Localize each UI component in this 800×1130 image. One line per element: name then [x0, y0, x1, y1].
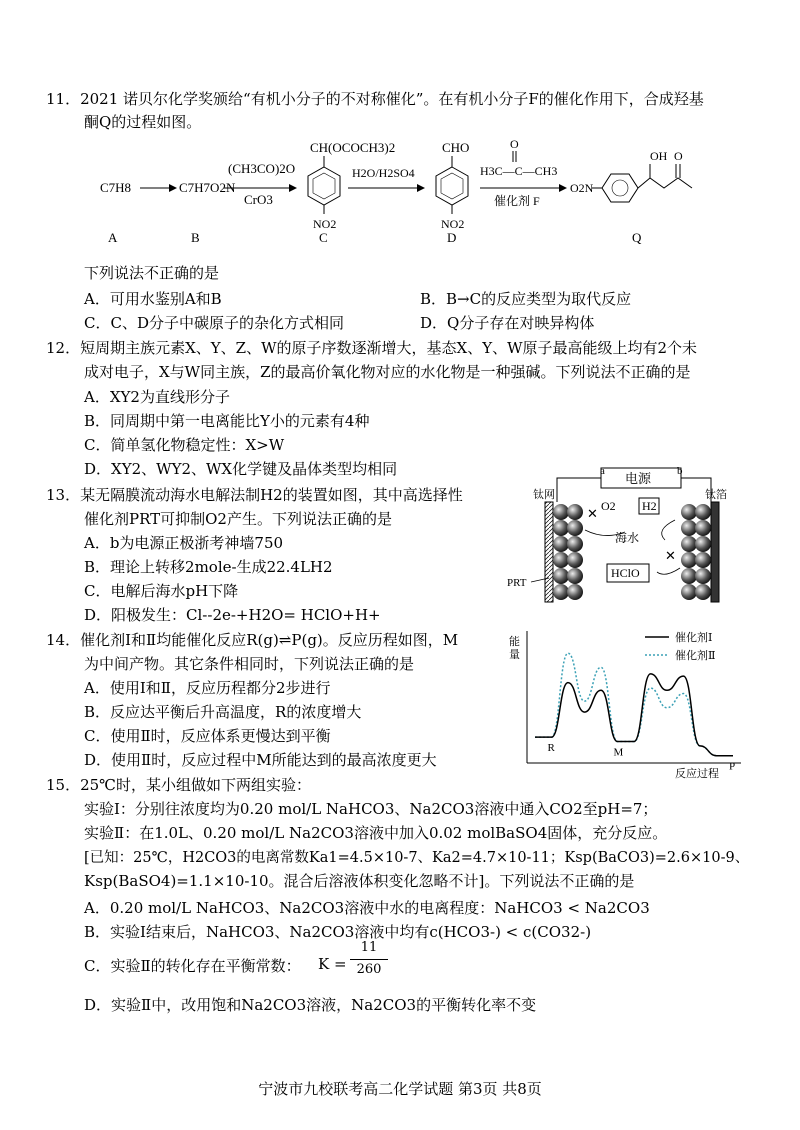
x-axis-label: 反应过程 [675, 768, 719, 780]
q11-stem-line2: 酮Q的过程如图。 [84, 113, 202, 131]
q15-option-c-k: K = [318, 955, 347, 973]
q13-option-a: A．b为电源正极浙考神墙750 [84, 534, 284, 552]
label-D: D [447, 230, 457, 245]
q13-option-c: C．电解后海水pH下降 [84, 582, 239, 600]
point-label-R: R [547, 742, 555, 755]
legend-label-2: 催化剂Ⅱ [675, 650, 716, 662]
q11-stem-line1: 11．2021 诺贝尔化学奖颁给“有机小分子的不对称催化”。在有机小分子F的催化作用下，合成羟基 [46, 90, 704, 108]
prt-label: PRT [507, 577, 527, 589]
q12-stem-line1: 12．短周期主族元素X、Y、Z、W的原子序数逐渐增大，基态X、Y、W原子最高能级上均有2个未 [46, 339, 698, 357]
reagent3-bottom: 催化剂 F [494, 194, 540, 208]
q15-fraction-denominator: 260 [356, 962, 382, 977]
terminal-b: b [677, 465, 683, 477]
q13-stem-line2: 催化剂PRT可抑制O2产生。下列说法正确的是 [84, 510, 392, 528]
reagent1-top: (CH3CO)2O [228, 161, 296, 176]
Q-OH: OH [650, 149, 668, 163]
right-electrode-plate [711, 502, 719, 602]
label-Q: Q [632, 230, 642, 245]
y-axis-label-bound: 能量 [505, 625, 507, 626]
Q-ketone-O: O [674, 149, 683, 163]
power-label: 电源 [625, 471, 652, 486]
titanium-foil-label: 钛箔 [705, 489, 727, 501]
h2-label: H2 [642, 499, 657, 513]
Q-benzene-ring [602, 174, 638, 202]
D-nitro: NO2 [441, 217, 465, 231]
reagent3-top: H3C—C—CH3 [480, 164, 558, 178]
label-B: B [191, 230, 200, 245]
series-catalyst-2 [535, 653, 733, 756]
label-C: C [319, 230, 328, 245]
o2-label: O2 [601, 499, 616, 513]
q11-option-a: A．可用水鉴别A和B [84, 290, 222, 308]
q13-option-b: B．理论上转移2mole-生成22.4LH2 [84, 558, 333, 576]
left-electrode-plate [545, 502, 553, 602]
q12-option-a: A．XY2为直线形分子 [84, 388, 230, 406]
Q-nitro: O2N [570, 181, 594, 195]
reagent3-O: O [510, 137, 519, 151]
blocked-hclo-cross: ✕ [665, 548, 676, 563]
q15-fraction-bar [350, 959, 388, 960]
titanium-mesh-label: 钛网 [533, 489, 555, 501]
q11-option-c: C．C、D分子中碳原子的杂化方式相同 [84, 314, 344, 332]
q14-option-d: D．使用Ⅱ时，反应过程中M所能达到的最高浓度更大 [84, 751, 437, 769]
y-axis-label-2: 量 [509, 649, 520, 661]
legend-label-1: 催化剂Ⅰ [675, 632, 713, 644]
q12-option-b: B．同周期中第一电离能比Y小的元素有4种 [84, 412, 370, 430]
C-group: CH(OCOCH3)2 [310, 140, 396, 155]
q15-stem: 15．25℃时，某小组做如下两组实验： [46, 776, 311, 794]
page-footer: 宁波市九校联考高二化学试题 第3页 共8页 [258, 1080, 542, 1098]
q15-exp2: 实验Ⅱ：在1.0L、0.20 mol/L Na2CO3溶液中加入0.02 molBaSO4固体，充分反应。 [84, 824, 668, 842]
right-catalyst-balls [681, 504, 711, 600]
D-group: CHO [442, 140, 470, 155]
series-catalyst-1 [535, 674, 733, 756]
blocked-o2-cross: ✕ [587, 506, 598, 521]
q15-fraction-numerator: 11 [360, 940, 378, 955]
terminal-a: a [600, 465, 605, 477]
q13-electrolysis-diagram [505, 460, 755, 610]
reagent1-bottom: CrO3 [244, 192, 273, 207]
q14-option-a: A．使用Ⅰ和Ⅱ，反应历程都分2步进行 [84, 679, 331, 697]
q12-stem-line2: 成对电子，X与W同主族，Z的最高价氧化物对应的水化物是一种强碱。下列说法不正确的是 [84, 363, 691, 381]
q11-option-b: B．B→C的反应类型为取代反应 [420, 290, 632, 308]
q11-reaction-scheme [84, 134, 784, 254]
point-label-P: P [729, 760, 736, 773]
q14-stem-line1: 14．催化剂Ⅰ和Ⅱ均能催化反应R(g)⇌P(g)。反应历程如图，M [46, 631, 459, 649]
C-nitro: NO2 [313, 217, 337, 231]
y-axis-label-1: 能 [509, 636, 520, 648]
q11-option-d: D．Q分子存在对映异构体 [420, 314, 595, 332]
q11-prompt: 下列说法不正确的是 [84, 264, 220, 282]
q14-option-b: B．反应达平衡后升高温度，R的浓度增大 [84, 703, 362, 721]
q13-stem-line1: 13．某无隔膜流动海水电解法制H2的装置如图，其中高选择性 [46, 486, 463, 504]
seawater-label: 海水 [615, 531, 640, 545]
q15-exp1: 实验Ⅰ：分别往浓度均为0.20 mol/L NaHCO3、Na2CO3溶液中通入CO2至pH=7； [84, 800, 658, 818]
label-A: A [108, 230, 118, 245]
point-label-M: M [613, 746, 624, 759]
q12-option-d: D．XY2、WY2、WX化学键及晶体类型均相同 [84, 460, 398, 478]
q12-option-c: C．简单氢化物稳定性：X>W [84, 436, 285, 454]
hclo-label: HClO [611, 566, 640, 580]
scheme-A-formula: C7H8 [100, 180, 132, 195]
left-catalyst-balls [553, 504, 583, 600]
q14-stem-line2: 为中间产物。其它条件相同时，下列说法正确的是 [84, 655, 415, 673]
q14-option-c: C．使用Ⅱ时，反应体系更慢达到平衡 [84, 727, 331, 745]
q15-option-a: A．0.20 mol/L NaHCO3、Na2CO3溶液中水的电离程度：NaHCO3 < Na2CO3 [84, 899, 650, 917]
scheme-B-formula: C7H7O2N [179, 180, 236, 195]
q13-option-d: D．阳极发生：Cl--2e-+H2O= HClO+H+ [84, 606, 381, 624]
q15-option-d: D．实验Ⅱ中，改用饱和Na2CO3溶液，Na2CO3的平衡转化率不变 [84, 996, 537, 1014]
q15-known-line2: Ksp(BaSO4)=1.1×10-10。混合后溶液体积变化忽略不计]。下列说法不正确的是 [84, 872, 635, 890]
q14-energy-chart [505, 625, 765, 783]
q15-known-line1: [已知：25℃，H2CO3的电离常数Ka1=4.5×10-7、Ka2=4.7×10-11；Ksp(BaCO3)=2.6×10-9、 [84, 850, 750, 866]
q15-option-b: B．实验Ⅰ结束后，NaHCO3、Na2CO3溶液中均有c(HCO3-) < c(CO32-) [84, 923, 592, 941]
q15-option-c-prefix: C．实验Ⅱ的转化存在平衡常数： [84, 957, 301, 975]
reagent2: H2O/H2SO4 [352, 166, 415, 180]
